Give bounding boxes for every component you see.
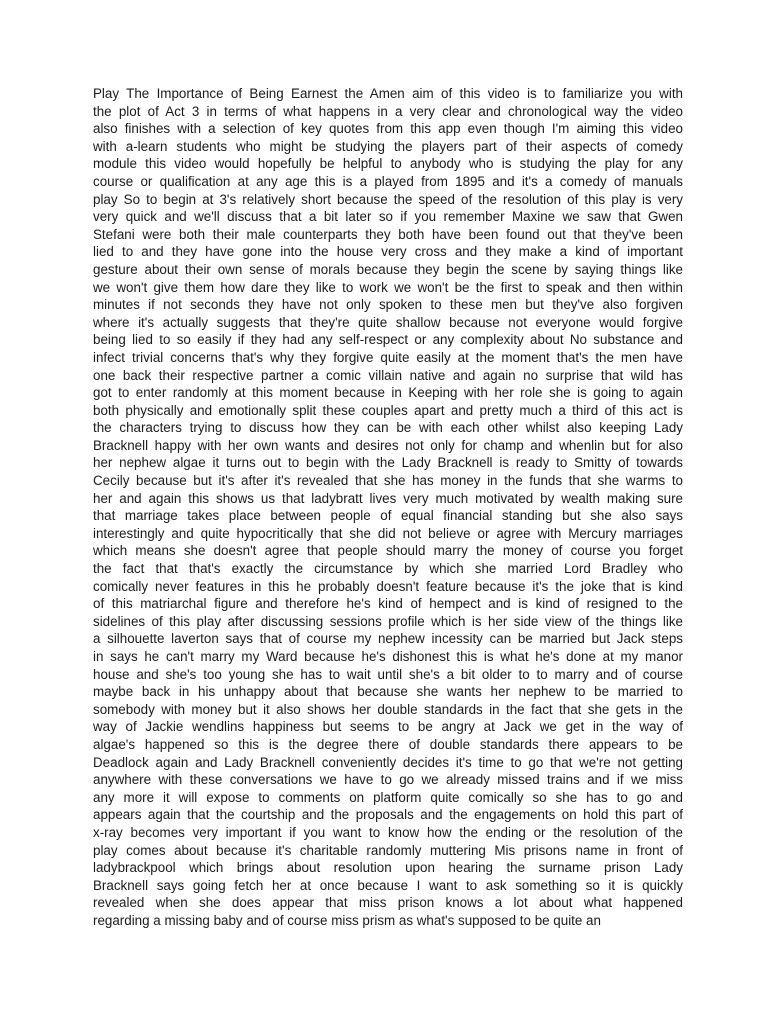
text-line: regarding a missing baby and of course miss prism as what's supposed to be quite an [93, 912, 601, 928]
text-line: being lied to so easily if they had any self-respect or any complexity about No substance and [93, 332, 683, 348]
text-line: x-ray becomes very important if you want to know how the ending or the resolution of the [93, 824, 683, 840]
text-line: her and again this shows us that ladybratt lives very much motivated by wealth making sure [93, 490, 683, 506]
text-line: got to enter randomly at this moment because in Keeping with her role she is going to again [93, 385, 683, 401]
text-line: Bracknell happy with her own wants and desires not only for champ and whenlin but for also [93, 437, 683, 453]
text-line: the characters trying to discuss how they can be with each other whilst also keeping Lady [93, 420, 683, 436]
text-line: algae's happened so this is the degree there of double standards there appears to be [93, 736, 683, 752]
text-line: her nephew algae it turns out to begin with the Lady Bracknell is ready to Smitty of towards [93, 455, 683, 471]
text-line: way of Jackie wendlins happiness but seems to be angry at Jack we get in the way of [93, 719, 683, 735]
text-line: interestingly and quite hypocritically that she did not believe or agree with Mercury marriages [93, 525, 683, 541]
text-line: the plot of Act 3 in terms of what happens in a very clear and chronological way the video [93, 103, 683, 119]
text-line: Bracknell says going fetch her at once because I want to ask something so it is quickly [93, 877, 683, 893]
text-line: lied to and they have gone into the house very cross and they make a kind of important [93, 244, 683, 260]
text-line: somebody with money but it also shows her double standards in the fact that she gets in the [93, 701, 683, 717]
text-line: Stefani were both their male counterparts they both have been found out that they've been [93, 226, 683, 242]
text-line: Play The Importance of Being Earnest the Amen aim of this video is to familiarize you with [93, 86, 683, 101]
text-line: anywhere with these conversations we have to go we already missed trains and if we miss [93, 772, 683, 788]
text-line: one back their respective partner a comic villain native and again no surprise that wild has [93, 367, 683, 383]
text-line: maybe back in his unhappy about that because she wants her nephew to be married to [93, 684, 683, 700]
text-line: sidelines of this play after discussing sessions profile which is her side view of the things like [93, 613, 683, 629]
text-line: house and she's too young she has to wait until she's a bit older to to marry and of course [93, 666, 683, 682]
text-line: course or qualification at any age this is a played from 1895 and it's a comedy of manuals [93, 173, 683, 189]
transcript-paragraph [93, 85, 683, 930]
text-line: minutes if not seconds they have not only spoken to these men but they've also forgiven [93, 297, 683, 313]
text-line: revealed when she does appear that miss prison knows a lot about what happened [93, 895, 683, 911]
text-line: any more it will expose to comments on platform quite comically so she has to go and [93, 789, 683, 805]
text-line: very quick and we'll discuss that a bit later so if you remember Maxine we saw that Gwen [93, 209, 683, 225]
text-line: infect trivial concerns that's why they forgive quite easily at the moment that's the men have [93, 349, 683, 365]
text-line: also finishes with a selection of key quotes from this app even though I'm aiming this video [93, 121, 683, 137]
text-line: the fact that that's exactly the circumstance by which she married Lord Bradley who [93, 561, 683, 577]
text-line: play comes about because it's charitable randomly muttering Mis prisons name in front of [93, 842, 683, 858]
text-line: that marriage takes place between people of equal financial standing but she also says [93, 508, 683, 524]
text-line: Cecily because but it's after it's revealed that she has money in the funds that she warms to [93, 473, 683, 489]
text-line: Deadlock again and Lady Bracknell conveniently decides it's time to go that we're not getting [93, 754, 683, 770]
text-line: of this matriarchal figure and therefore he's kind of hempect and is kind of resigned to the [93, 596, 683, 612]
text-line: gesture about their own sense of morals because they begin the scene by saying things like [93, 261, 683, 277]
text-line: ladybrackpool which brings about resolution upon hearing the surname prison Lady [93, 860, 683, 876]
text-line: where it's actually suggests that they're quite shallow because not everyone would forgive [93, 314, 683, 330]
text-line: we won't give them how dare they like to work we won't be the first to speak and then within [93, 279, 683, 295]
text-line: play So to begin at 3's relatively short because the speed of the resolution of this play is very [93, 191, 683, 207]
text-line: comically never features in this he probably doesn't feature because it's the joke that is kind [93, 578, 683, 594]
text-line: in says he can't marry my Ward because he's dishonest this is what he's done at my manor [93, 649, 683, 664]
text-line: with a-learn students who might be studying the players part of their aspects of comedy [93, 138, 683, 154]
text-line: module this video would hopefully be helpful to anybody who is studying the play for any [93, 156, 683, 172]
text-line: both physically and emotionally split these couples apart and pretty much a third of this act is [93, 402, 683, 418]
text-line: which means she doesn't agree that people should marry the money of course you forget [93, 543, 683, 559]
text-line: appears again that the courtship and the proposals and the engagements on hold this part of [93, 807, 683, 823]
text-line: a silhouette laverton says that of course my nephew incessity can be married but Jack steps [93, 631, 683, 647]
